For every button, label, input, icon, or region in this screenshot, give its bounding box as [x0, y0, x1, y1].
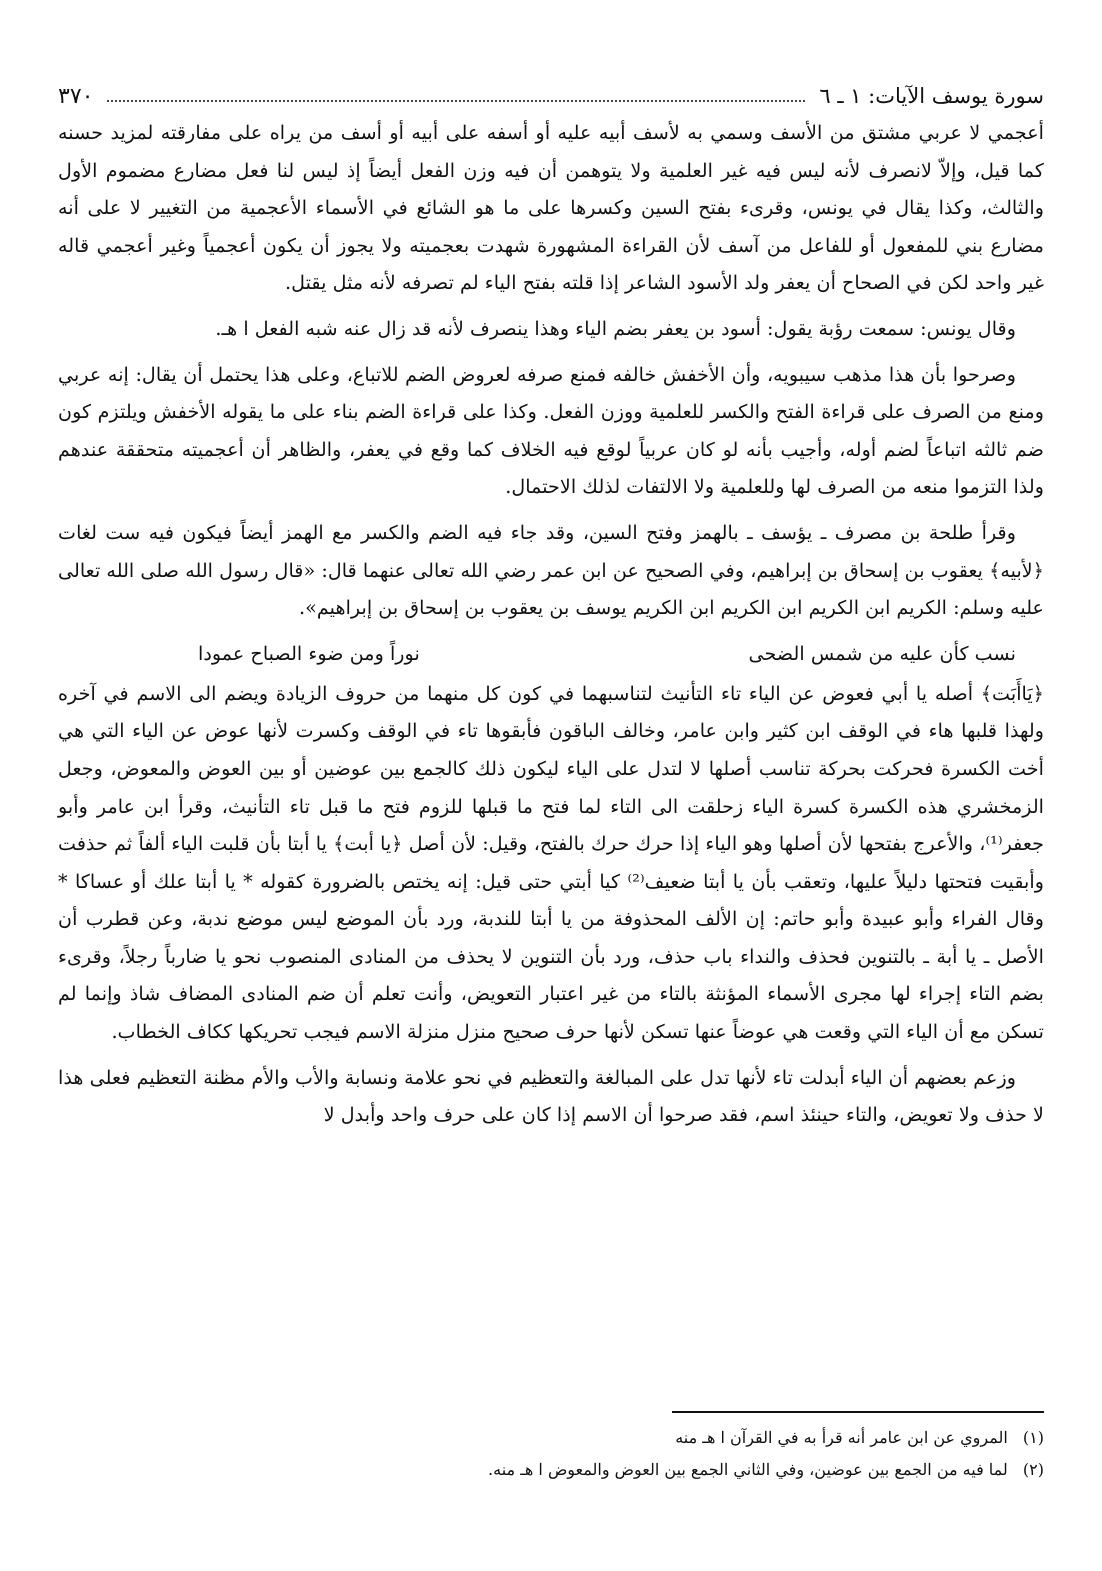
paragraph: ﴿يَاأَبَت﴾ أصله يا أبي فعوض عن الياء تاء التأنيث لتناسبهما في كون كل منهما من حروف الزيادة ويضم الى الاسم في آخره ولهذا قلبها هاء في الوقف ابن كثير وابن عامر، وخالف الباقون فأبقوها تاء في الوقف وكسرت لأنها عوض عن الياء التي هي أخت الكسرة فحركت بحركة تناسب أصلها لا لتدل على الياء ليكون ذلك كالجمع بين عوضين أو بين العوض والمعوض، وجعل الزمخشري هذه الكسرة كسرة الياء زحلقت الى التاء لما فتح ما قبلها للزوم فتح ما قبل تاء التأنيث، وقرأ ابن عامر وأبو جعفر⁽¹⁾، والأعرج بفتحها لأن أصلها وهو الياء إذا حرك حرك بالفتح، وقيل: لأن أصل ﴿يا أبت﴾ يا أبتا بأن قلبت الياء ألفاً ثم حذفت وأبقيت فتحتها دليلاً عليها، وتعقب بأن يا أبتا ضعيف⁽²⁾ كيا أبتي حتى قيل: إنه يختص بالضرورة كقوله * يا أبتا علك أو عساكا * وقال الفراء وأبو عبيدة وأبو حاتم: إن الألف المحذوفة من يا أبتا للندبة، ورد بأن الموضع ليس موضع ندبة، وعن قطرب أن الأصل ـ يا أبة ـ بالتنوين فحذف والنداء باب حذف، ورد بأن التنوين لا يحذف من المنادى المنصوب نحو يا ضارباً رجلاً، وقرىء بضم التاء إجراء لها مجرى الأسماء المؤنثة بالتاء من غير اعتبار التعويض، وأنت تعلم أن ضم المنادى المضاف شاذ وإنما لم تسكن مع أن الياء التي وقعت هي عوضاً عنها تسكن لأنها حرف صحيح منزل منزلة الاسم فيجب تحريكها ككاف الخطاب.: [58, 681, 1044, 1044]
header-title: سورة يوسف الآيات: ١ ـ ٦: [819, 84, 1044, 108]
footnote: [58, 1424, 1044, 1452]
page: [58, 0, 1044, 1571]
footnote: [58, 1456, 1044, 1484]
verse-first-hemistich: نسب كأن عليه من شمس الضحى: [748, 641, 1016, 665]
paragraph: وصرحوا بأن هذا مذهب سيبويه، وأن الأخفش خالفه فمنع صرفه لعروض الضم للاتباع، وعلى هذا يحتمل أن يقال: إنه عربي ومنع من الصرف على قراءة الفتح والكسر للعلمية ووزن الفعل. وكذا على قراءة الضم بناء على ما يقوله الأخفش ويلتزم كون ضم ثالثه اتباعاً لضم أوله، وأجيب بأنه لو كان عربياً لوقع فيه الخلاف كما وقع في يعفر، والظاهر أن أعجميته متحققة عندهم ولذا التزموا منعه من الصرف لها وللعلمية ولا الالتفات لذلك الاحتمال.: [58, 362, 1044, 499]
paragraph: وزعم بعضهم أن الياء أبدلت تاء لأنها تدل على المبالغة والتعظيم في نحو علامة ونسابة والأب والأم مظنة التعظيم فعلى هذا لا حذف ولا تعويض، والتاء حينئذ اسم، فقد صرحوا أن الاسم إذا كان على حرف واحد وأبدل لا: [58, 1065, 1044, 1127]
main-text: [58, 114, 1044, 1142]
paragraph: أعجمي لا عربي مشتق من الأسف وسمي به لأسف أبيه عليه أو أسفه على أبيه أو أسف من يراه على مفارقته لمزيد حسنه كما قيل، وإلاّ لانصرف لأنه ليس فيه غير العلمية ولا يتوهمن أن فيه وزن الفعل أيضاً إذ ليس لنا فعل مضارع مضموم الأول والثالث، وكذا يقال في يونس، وقرىء بفتح السين وكسرها على ما هو الشائع في الأسماء الأعجمية من التغيير لا على أنه مضارع بني للمفعول أو للفاعل من آسف لأن القراءة المشهورة شهدت بعجميته ولا يجوز أن يكون أعجمياً وغير أعجمي قاله غير واحد لكن في الصحاح أن يعفر ولد الأسود الشاعر إذا قلته بفتح الياء لم تصرفه لأنه مثل يقتل.: [58, 121, 1044, 295]
footnote-text: المروي عن ابن عامر أنه قرأ به في القرآن ا هـ منه: [675, 1428, 1008, 1447]
page-number: ٣٧٠: [58, 83, 94, 109]
paragraph: وقال يونس: سمعت رؤبة يقول: أسود بن يعفر بضم الياء وهذا ينصرف لأنه قد زال عنه شبه الفعل ا هـ.: [215, 316, 1016, 340]
verse-second-hemistich: نوراً ومن ضوء الصباح عمودا: [198, 641, 420, 665]
poetry-verse: [58, 635, 1044, 673]
footnotes: [58, 1424, 1044, 1488]
paragraph: وقرأ طلحة بن مصرف ـ يؤسف ـ بالهمز وفتح السين، وقد جاء فيه الضم والكسر مع الهمز أيضاً فيكون فيه ست لغات ﴿لأبيه﴾ يعقوب بن إسحاق بن إبراهيم، وفي الصحيح عن ابن عمر رضي الله تعالى عنهما قال: «قال رسول الله صلى الله تعالى عليه وسلم: الكريم ابن الكريم ابن الكريم ابن الكريم يوسف بن يعقوب بن إسحاق بن إبراهيم».: [58, 520, 1044, 620]
footnote-separator: [672, 1411, 1044, 1413]
footnote-text: لما فيه من الجمع بين عوضين، وفي الثاني الجمع بين العوض والمعوض ا هـ منه.: [488, 1460, 1008, 1479]
header-leader-dots: [107, 90, 805, 102]
running-header: [58, 80, 1044, 112]
footnote-number: (١): [1022, 1428, 1044, 1447]
footnote-number: (٢): [1022, 1460, 1044, 1479]
